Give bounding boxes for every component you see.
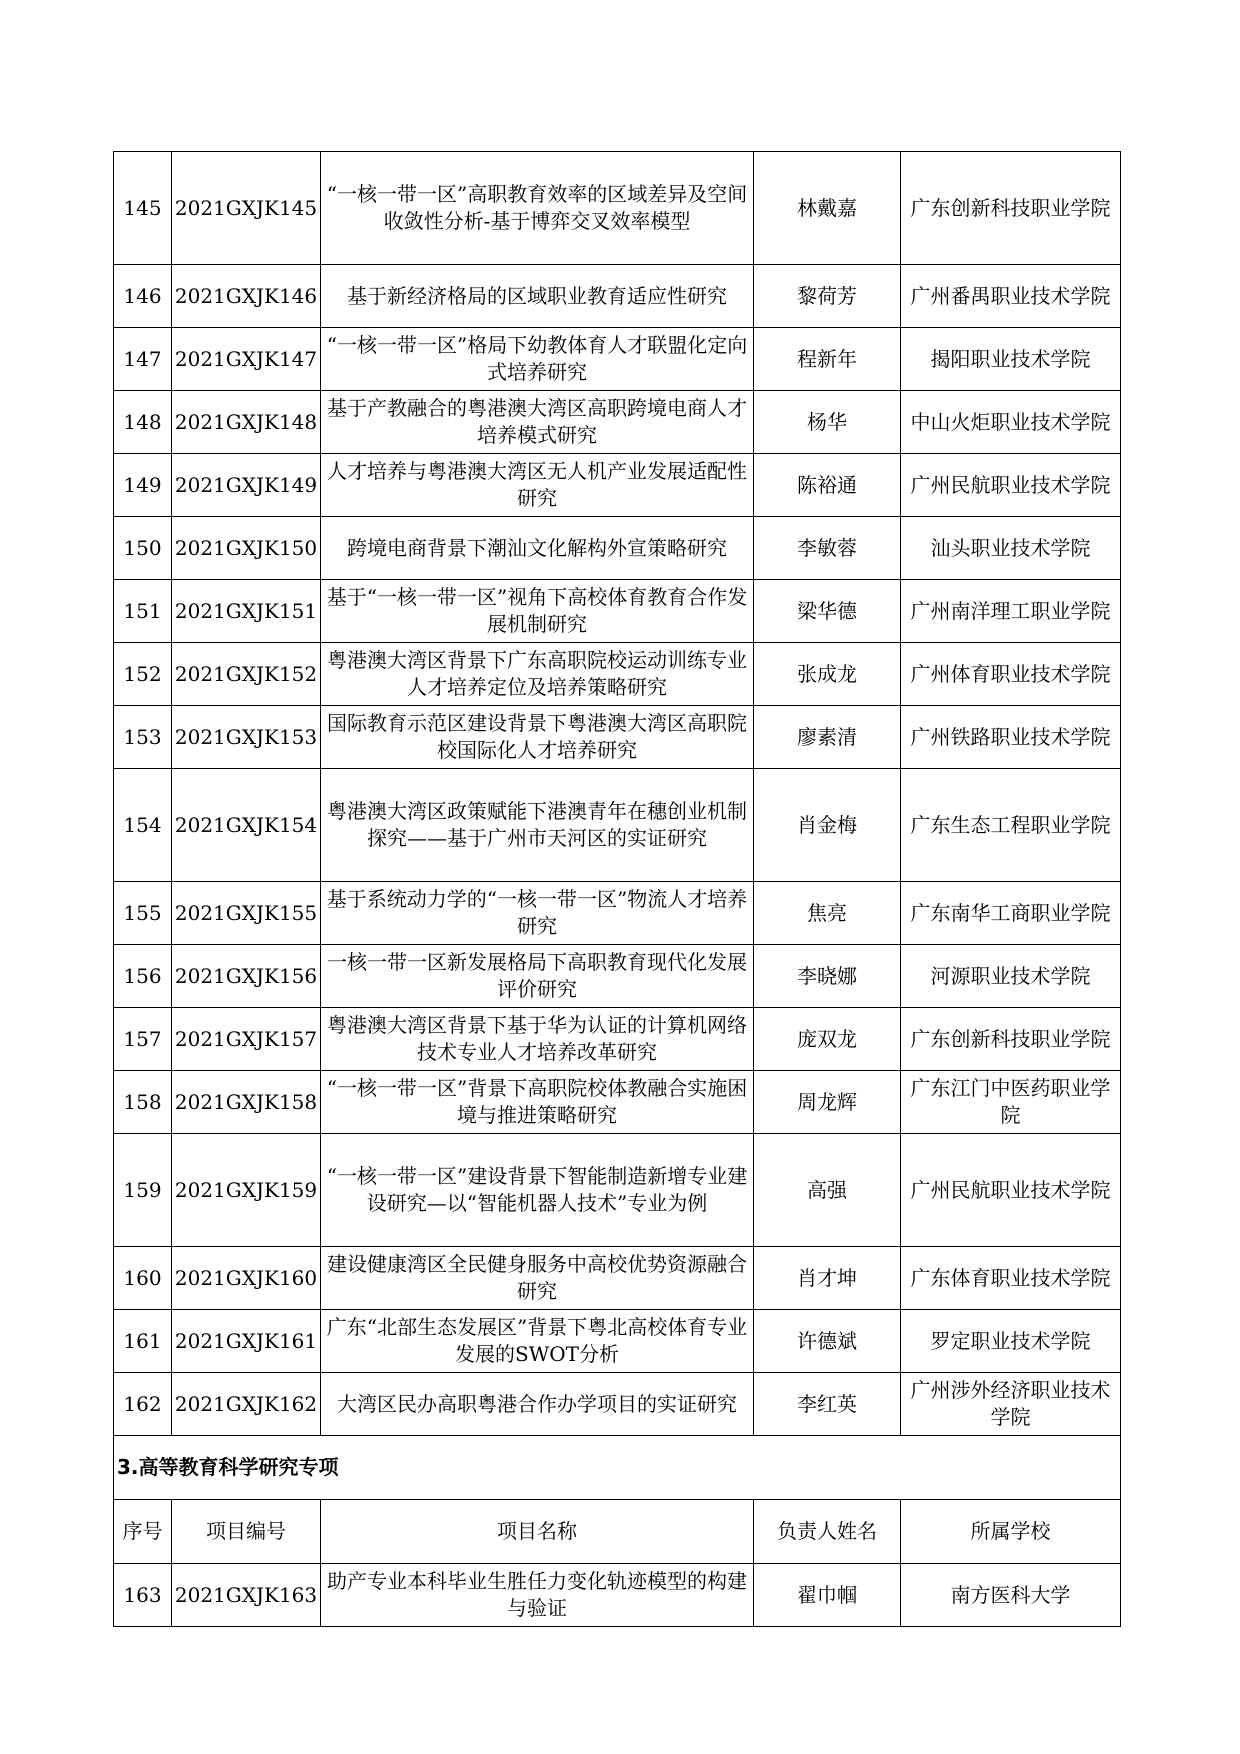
school-name: 广东江门中医药职业学院 [901,1071,1121,1134]
table-row [114,1310,1121,1373]
project-code: 2021GXJK163 [172,1564,321,1627]
school-name: 南方医科大学 [901,1564,1121,1627]
project-title: 跨境电商背景下潮汕文化解构外宣策略研究 [321,517,754,580]
row-number: 147 [114,328,172,391]
section-title: 3.高等教育科学研究专项 [114,1436,1121,1500]
project-code: 2021GXJK154 [172,769,321,882]
table-row [114,1247,1121,1310]
project-code: 2021GXJK151 [172,580,321,643]
header-code: 项目编号 [172,1500,321,1564]
project-code: 2021GXJK149 [172,454,321,517]
leader-name: 梁华德 [754,580,901,643]
project-title: 基于产教融合的粤港澳大湾区高职跨境电商人才培养模式研究 [321,391,754,454]
table-row [114,1071,1121,1134]
project-code: 2021GXJK146 [172,265,321,328]
project-code: 2021GXJK148 [172,391,321,454]
project-title: 基于新经济格局的区域职业教育适应性研究 [321,265,754,328]
leader-name: 陈裕通 [754,454,901,517]
row-number: 149 [114,454,172,517]
project-title: 国际教育示范区建设背景下粤港澳大湾区高职院校国际化人才培养研究 [321,706,754,769]
row-number: 148 [114,391,172,454]
project-code: 2021GXJK160 [172,1247,321,1310]
project-title: 粤港澳大湾区背景下广东高职院校运动训练专业人才培养定位及培养策略研究 [321,643,754,706]
school-name: 广东创新科技职业学院 [901,152,1121,265]
leader-name: 高强 [754,1134,901,1247]
project-title: 基于“一核一带一区”视角下高校体育教育合作发展机制研究 [321,580,754,643]
table-row [114,1008,1121,1071]
leader-name: 黎荷芳 [754,265,901,328]
leader-name: 李晓娜 [754,945,901,1008]
section-row [114,1436,1121,1500]
header-leader: 负责人姓名 [754,1500,901,1564]
row-number: 158 [114,1071,172,1134]
leader-name: 杨华 [754,391,901,454]
row-number: 153 [114,706,172,769]
school-name: 广州南洋理工职业学院 [901,580,1121,643]
school-name: 罗定职业技术学院 [901,1310,1121,1373]
row-number: 155 [114,882,172,945]
row-number: 145 [114,152,172,265]
table-row [114,769,1121,882]
header-title: 项目名称 [321,1500,754,1564]
project-code: 2021GXJK152 [172,643,321,706]
project-title: 一核一带一区新发展格局下高职教育现代化发展评价研究 [321,945,754,1008]
project-code: 2021GXJK161 [172,1310,321,1373]
row-number: 157 [114,1008,172,1071]
school-name: 广州民航职业技术学院 [901,1134,1121,1247]
table-row [114,265,1121,328]
table-row [114,945,1121,1008]
table-row [114,1373,1121,1436]
project-title: “一核一带一区”格局下幼教体育人才联盟化定向式培养研究 [321,328,754,391]
project-title: 助产专业本科毕业生胜任力变化轨迹模型的构建与验证 [321,1564,754,1627]
leader-name: 李敏蓉 [754,517,901,580]
table-row [114,152,1121,265]
project-code: 2021GXJK145 [172,152,321,265]
project-title: 广东“北部生态发展区”背景下粤北高校体育专业发展的SWOT分析 [321,1310,754,1373]
project-code: 2021GXJK158 [172,1071,321,1134]
leader-name: 廖素清 [754,706,901,769]
leader-name: 程新年 [754,328,901,391]
row-number: 160 [114,1247,172,1310]
project-title: 人才培养与粤港澳大湾区无人机产业发展适配性研究 [321,454,754,517]
table-row [114,706,1121,769]
school-name: 广州体育职业技术学院 [901,643,1121,706]
school-name: 广东南华工商职业学院 [901,882,1121,945]
school-name: 河源职业技术学院 [901,945,1121,1008]
table-row [114,1134,1121,1247]
row-number: 162 [114,1373,172,1436]
project-code: 2021GXJK155 [172,882,321,945]
project-title: 基于系统动力学的“一核一带一区”物流人才培养研究 [321,882,754,945]
row-number: 151 [114,580,172,643]
project-title: “一核一带一区”高职教育效率的区域差异及空间收敛性分析-基于博弈交叉效率模型 [321,152,754,265]
project-title: 粤港澳大湾区政策赋能下港澳青年在穗创业机制探究——基于广州市天河区的实证研究 [321,769,754,882]
school-name: 广东创新科技职业学院 [901,1008,1121,1071]
row-number: 156 [114,945,172,1008]
school-name: 广州番禺职业技术学院 [901,265,1121,328]
row-number: 161 [114,1310,172,1373]
row-number: 152 [114,643,172,706]
row-number: 150 [114,517,172,580]
table-row [114,517,1121,580]
table-row [114,328,1121,391]
table-row [114,882,1121,945]
project-code: 2021GXJK156 [172,945,321,1008]
school-name: 揭阳职业技术学院 [901,328,1121,391]
project-title: 建设健康湾区全民健身服务中高校优势资源融合研究 [321,1247,754,1310]
header-school: 所属学校 [901,1500,1121,1564]
leader-name: 周龙辉 [754,1071,901,1134]
leader-name: 庞双龙 [754,1008,901,1071]
school-name: 广州民航职业技术学院 [901,454,1121,517]
row-number: 159 [114,1134,172,1247]
project-title: “一核一带一区”背景下高职院校体教融合实施困境与推进策略研究 [321,1071,754,1134]
school-name: 广东生态工程职业学院 [901,769,1121,882]
row-number: 163 [114,1564,172,1627]
project-code: 2021GXJK150 [172,517,321,580]
project-code: 2021GXJK147 [172,328,321,391]
school-name: 汕头职业技术学院 [901,517,1121,580]
leader-name: 肖金梅 [754,769,901,882]
project-code: 2021GXJK159 [172,1134,321,1247]
table-row [114,1564,1121,1627]
leader-name: 许德斌 [754,1310,901,1373]
project-code: 2021GXJK162 [172,1373,321,1436]
project-code: 2021GXJK157 [172,1008,321,1071]
leader-name: 林戴嘉 [754,152,901,265]
leader-name: 张成龙 [754,643,901,706]
school-name: 广州涉外经济职业技术学院 [901,1373,1121,1436]
project-table [113,151,1121,1627]
school-name: 中山火炬职业技术学院 [901,391,1121,454]
project-code: 2021GXJK153 [172,706,321,769]
row-number: 154 [114,769,172,882]
header-number: 序号 [114,1500,172,1564]
project-title: 大湾区民办高职粤港合作办学项目的实证研究 [321,1373,754,1436]
table-row [114,391,1121,454]
leader-name: 李红英 [754,1373,901,1436]
school-name: 广州铁路职业技术学院 [901,706,1121,769]
header-row [114,1500,1121,1564]
leader-name: 翟巾帼 [754,1564,901,1627]
table-row [114,643,1121,706]
project-title: 粤港澳大湾区背景下基于华为认证的计算机网络技术专业人才培养改革研究 [321,1008,754,1071]
table-row [114,454,1121,517]
row-number: 146 [114,265,172,328]
table-row [114,580,1121,643]
leader-name: 焦亮 [754,882,901,945]
project-title: “一核一带一区”建设背景下智能制造新增专业建设研究—以“智能机器人技术”专业为例 [321,1134,754,1247]
school-name: 广东体育职业技术学院 [901,1247,1121,1310]
leader-name: 肖才坤 [754,1247,901,1310]
